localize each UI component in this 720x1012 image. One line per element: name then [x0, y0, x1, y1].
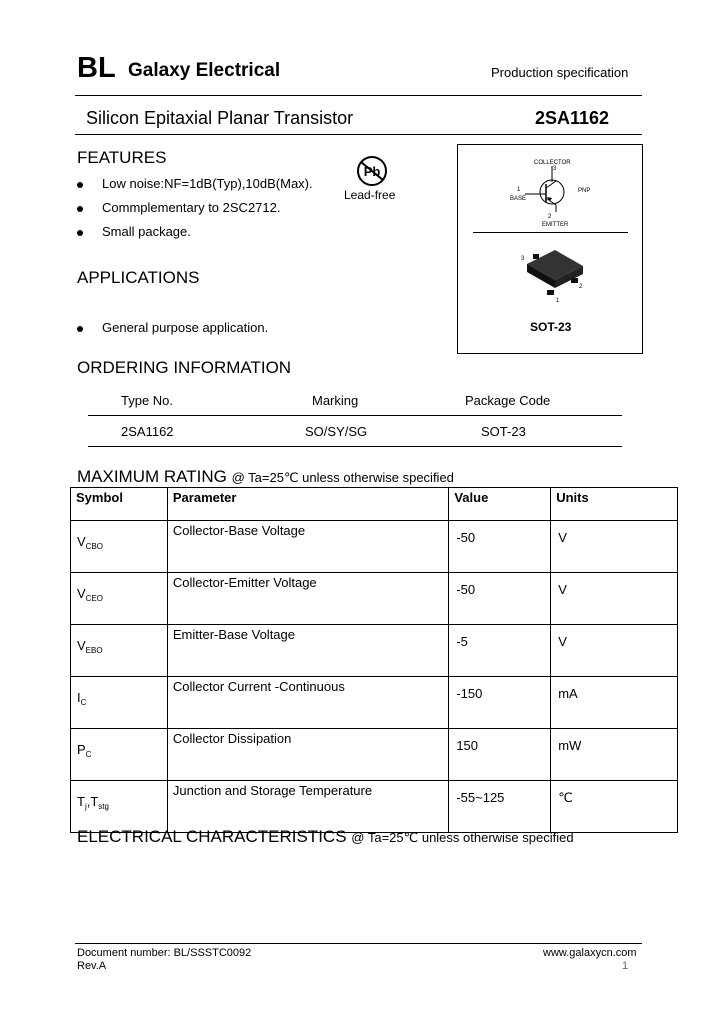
- electrical-condition: @ Ta=25℃ unless otherwise specified: [351, 830, 574, 845]
- transistor-symbol-icon: [500, 152, 610, 232]
- value-cell: -150: [449, 677, 551, 729]
- document-number: Document number: BL/SSSTC0092: [77, 947, 252, 959]
- table-row: [71, 781, 678, 833]
- sot23-package-icon: [515, 244, 595, 306]
- max-rating-table: [70, 487, 678, 833]
- table-cell: 2SA1162: [121, 424, 174, 439]
- parameter-cell: Collector-Emitter Voltage: [167, 573, 448, 625]
- value-cell: -50: [449, 573, 551, 625]
- applications-heading: APPLICATIONS: [77, 268, 200, 287]
- table-row: [71, 573, 678, 625]
- column-header: Type No.: [121, 393, 174, 408]
- symbol-cell: $P_C$: [71, 729, 168, 781]
- brand-logo: BL: [77, 52, 116, 84]
- unit-cell: V: [551, 625, 678, 677]
- bullet-icon: [77, 206, 83, 212]
- brand-name: Galaxy Electrical: [128, 60, 281, 81]
- unit-cell: V: [551, 521, 678, 573]
- page-number: 1: [622, 960, 629, 972]
- ordering-heading: ORDERING INFORMATION: [77, 358, 292, 377]
- svg-text:2: 2: [548, 214, 552, 220]
- divider: [75, 134, 642, 135]
- symbol-cell: $T_j,T_{stg}$: [71, 781, 168, 833]
- column-header: Units: [551, 488, 678, 521]
- package-caption: SOT-23: [530, 320, 572, 334]
- svg-text:EMITTER: EMITTER: [542, 222, 569, 228]
- list-item: General purpose application.: [77, 320, 83, 335]
- unit-cell: mA: [551, 677, 678, 729]
- page-subtitle: Silicon Epitaxial Planar Transistor: [86, 108, 354, 128]
- column-header: Value: [449, 488, 551, 521]
- table-row: [71, 625, 678, 677]
- table-cell: SO/SY/SG: [305, 424, 368, 439]
- divider: [75, 95, 642, 96]
- divider: [88, 415, 622, 416]
- divider: [88, 446, 622, 447]
- unit-cell: V: [551, 573, 678, 625]
- symbol-cell: $V_{CEO}$: [71, 573, 168, 625]
- bullet-icon: [77, 182, 83, 188]
- part-number: 2SA1162: [535, 108, 610, 128]
- svg-text:BASE: BASE: [510, 196, 527, 202]
- parameter-cell: Collector Current -Continuous: [167, 677, 448, 729]
- table-cell: SOT-23: [481, 424, 526, 439]
- svg-text:3: 3: [553, 166, 557, 172]
- website-link[interactable]: www.galaxycn.com: [543, 947, 637, 959]
- revision: Rev.A: [77, 960, 107, 972]
- unit-cell: mW: [551, 729, 678, 781]
- unit-cell: ℃: [551, 781, 678, 833]
- svg-text:Pb: Pb: [363, 164, 381, 179]
- divider: [473, 232, 628, 233]
- column-header: Package Code: [465, 393, 551, 408]
- symbol-cell: $V_{EBO}$: [71, 625, 168, 677]
- svg-text:3: 3: [521, 256, 525, 262]
- document-type: Production specification: [491, 65, 629, 80]
- column-header: Symbol: [71, 488, 168, 521]
- table-row: [71, 729, 678, 781]
- bullet-icon: [77, 326, 83, 332]
- max-rating-heading: MAXIMUM RATING @ Ta=25℃ unless otherwise specified: [77, 467, 454, 486]
- list-item: Commplementary to 2SC2712.: [77, 200, 83, 215]
- bullet-icon: [77, 230, 83, 236]
- parameter-cell: Emitter-Base Voltage: [167, 625, 448, 677]
- parameter-cell: Collector Dissipation: [167, 729, 448, 781]
- lead-free-label: Lead-free: [344, 188, 396, 202]
- value-cell: -55~125: [449, 781, 551, 833]
- svg-text:COLLECTOR: COLLECTOR: [534, 160, 571, 166]
- value-cell: -5: [449, 625, 551, 677]
- symbol-cell: $I_C$: [71, 677, 168, 729]
- column-header: Marking: [312, 393, 359, 408]
- table-row: [71, 677, 678, 729]
- column-header: Parameter: [167, 488, 448, 521]
- list-item: Low noise:NF=1dB(Typ),10dB(Max).: [77, 176, 83, 191]
- parameter-cell: Junction and Storage Temperature: [167, 781, 448, 833]
- parameter-cell: Collector-Base Voltage: [167, 521, 448, 573]
- divider: [75, 943, 642, 944]
- svg-text:1: 1: [517, 187, 521, 193]
- list-item: Small package.: [77, 224, 83, 239]
- symbol-cell: $V_{CBO}$: [71, 521, 168, 573]
- max-rating-condition: @ Ta=25℃ unless otherwise specified: [231, 470, 454, 485]
- table-row: [71, 521, 678, 573]
- svg-text:PNP: PNP: [578, 188, 591, 194]
- value-cell: -50: [449, 521, 551, 573]
- electrical-heading: ELECTRICAL CHARACTERISTICS @ Ta=25℃ unless otherwise specified: [77, 827, 574, 846]
- features-heading: FEATURES: [77, 148, 167, 167]
- lead-free-icon: [353, 154, 391, 188]
- svg-text:2: 2: [579, 284, 583, 290]
- svg-text:1: 1: [556, 298, 560, 304]
- table-header-row: [71, 488, 678, 521]
- value-cell: 150: [449, 729, 551, 781]
